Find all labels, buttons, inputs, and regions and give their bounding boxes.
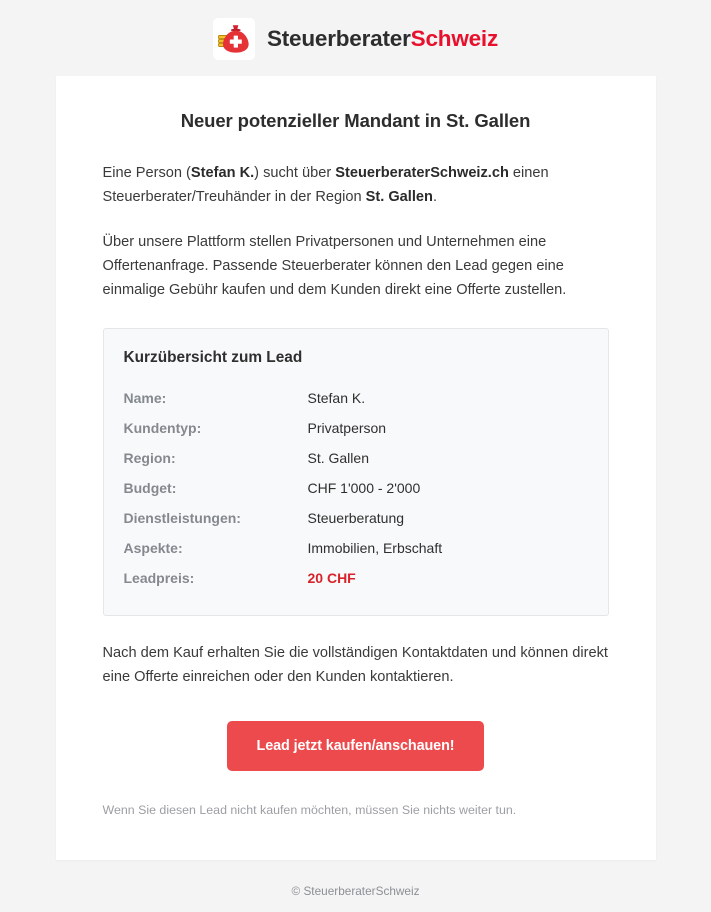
row-label-leadpreis: Leadpreis:: [123, 570, 195, 587]
buy-lead-button[interactable]: Lead jetzt kaufen/anschauen!: [227, 721, 485, 771]
row-value-dienstleistungen: Steuerberatung: [307, 510, 405, 527]
lead-summary-box: [103, 328, 609, 616]
row-label-dienstleistungen: Dienstleistungen:: [123, 510, 241, 527]
table-row: [124, 535, 588, 565]
brand-name-accent: Schweiz: [410, 25, 499, 51]
table-row: [124, 505, 588, 535]
lead-summary-title: Kurzübersicht zum Lead: [123, 349, 303, 367]
money-bag-swiss-cross-icon: [213, 18, 255, 60]
explainer-paragraph: Über unsere Plattform stellen Privatpersonen und Unternehmen eine Offertenanfrage. Passende Steuerberater können den Lead gegen eine einmalige Gebühr kaufen und dem Kunden direkt eine Offerte zustellen.: [102, 234, 567, 298]
row-label-aspekte: Aspekte:: [123, 540, 183, 557]
brand-wordmark: [266, 25, 499, 51]
row-label-budget: Budget:: [123, 480, 177, 497]
intro-text-4: .: [432, 188, 437, 205]
table-row: [124, 415, 588, 445]
row-value-aspekte: Immobilien, Erbschaft: [307, 540, 443, 557]
copyright-text: © SteuerberaterSchweiz: [291, 884, 420, 899]
after-purchase-paragraph: Nach dem Kauf erhalten Sie die vollständigen Kontaktdaten und können direkt eine Offerte einreichen oder den Kunden kontaktieren.: [102, 645, 608, 685]
row-value-name: Stefan K.: [307, 390, 366, 407]
row-value-region: St. Gallen: [307, 450, 369, 467]
fineprint-note: Wenn Sie diesen Lead nicht kaufen möchten, müssen Sie nichts weiter tun.: [102, 803, 517, 818]
row-label-name: Name:: [123, 390, 167, 407]
brand-header: [213, 18, 498, 60]
row-value-kundentyp: Privatperson: [307, 420, 387, 437]
table-row: [124, 475, 588, 505]
intro-text-1: Eine Person (: [102, 165, 191, 181]
row-label-region: Region:: [123, 450, 176, 467]
intro-text-3: einen Steuerberater/Treuhänder in der Region: [102, 165, 549, 205]
email-card: [56, 76, 656, 860]
region-inline: St. Gallen: [365, 188, 433, 205]
lead-summary-body: [124, 385, 588, 595]
page-footer: [291, 884, 419, 898]
row-label-kundentyp: Kundentyp:: [123, 420, 202, 437]
row-value-leadpreis: 20 CHF: [307, 570, 356, 587]
brand-name-primary: Steuerberater: [266, 25, 411, 51]
cta-container: [103, 721, 609, 771]
table-row: [124, 385, 588, 415]
table-row: [124, 565, 588, 595]
page-title: Neuer potenzieller Mandant in St. Gallen: [180, 110, 531, 131]
site-name-inline: SteuerberaterSchweiz.ch: [335, 165, 509, 181]
table-row: [124, 445, 588, 475]
intro-text-2: ) sucht über: [254, 165, 336, 181]
row-value-budget: CHF 1'000 - 2'000: [307, 480, 421, 497]
intro-paragraph: [103, 162, 609, 209]
lead-summary-table: [124, 385, 588, 595]
lead-name-inline: Stefan K.: [190, 165, 255, 181]
